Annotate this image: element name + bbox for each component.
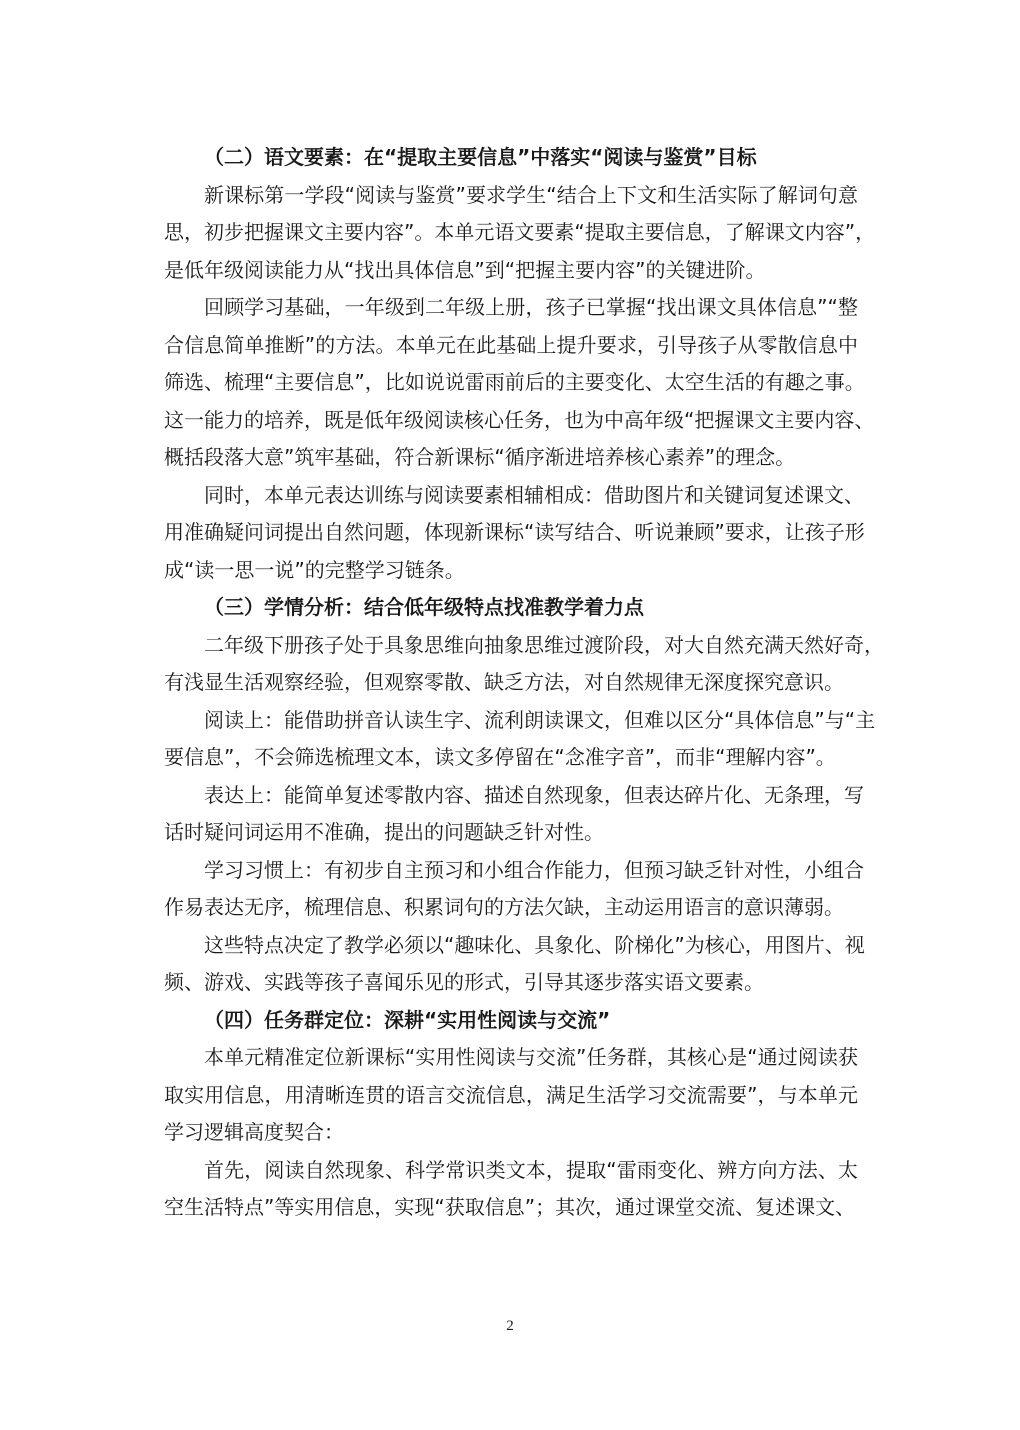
text-line: 思，初步把握课文主要内容”。本单元语文要素“提取主要信息，了解课文内容”， [164,220,876,244]
text-line: （二）语文要素：在“提取主要信息”中落实“阅读与鉴赏”目标 [204,145,757,169]
text-line: 是低年级阅读能力从“找出具体信息”到“把握主要内容”的关键进阶。 [164,257,766,282]
body-paragraph [164,927,865,1002]
text-line: 同时，本单元表达训练与阅读要素相辅相成：借助图片和关键词复述课文、 [204,482,864,507]
text-line: 学习逻辑高度契合： [164,1120,344,1144]
text-line: 有浅显生活观察经验，但观察零散、缺乏方法，对自然规律无深度探究意识。 [164,670,844,694]
section-heading [164,1002,858,1040]
body-paragraph [164,1152,858,1227]
document-body [164,139,884,1227]
text-line: 取实用信息，用清晰连贯的语言交流信息，满足生活学习交流需要”，与本单元 [164,1082,858,1107]
text-line: 学习习惯上：有初步自主预习和小组合作能力，但预习缺乏针对性，小组合 [204,857,864,882]
body-paragraph [164,852,864,927]
body-paragraph [164,627,884,702]
text-line: 用准确疑问词提出自然问题，体现新课标“读写结合、听说兼顾”要求，让孩子形 [164,520,865,544]
body-paragraph [164,702,876,777]
body-paragraph [164,777,864,852]
text-line: 空生活特点”等实用信息，实现“获取信息”；其次，通过课堂交流、复述课文、 [164,1195,856,1219]
text-line: 这一能力的培养，既是低年级阅读核心任务，也为中高年级“把握课文主要内容、 [164,407,875,432]
text-line: 二年级下册孩子处于具象思维向抽象思维过渡阶段，对大自然充满天然好奇， [204,632,884,657]
text-line: （三）学情分析：结合低年级特点找准教学着力点 [204,595,644,619]
text-line: （四）任务群定位：深耕“实用性阅读与交流” [204,1007,611,1032]
text-line: 作易表达无序，梳理信息、积累词句的方法欠缺，主动运用语言的意识薄弱。 [164,895,844,919]
body-paragraph [164,477,865,590]
text-line: 频、游戏、实践等孩子喜闻乐见的形式，引导其逐步落实语文要素。 [164,970,764,994]
text-line: 合信息简单推断”的方法。本单元在此基础上提升要求，引导孩子从零散信息中 [164,332,858,357]
body-paragraph [164,177,876,290]
section-heading [164,589,858,627]
text-line: 首先，阅读自然现象、科学常识类文本，提取“雷雨变化、辨方向方法、太 [204,1157,858,1182]
body-paragraph [164,289,875,477]
page-number: 2 [506,1318,514,1334]
text-line: 话时疑问词运用不准确，提出的问题缺乏针对性。 [164,820,604,844]
text-line: 概括段落大意”筑牢基础，符合新课标“循序渐进培养核心素养”的理念。 [164,445,796,469]
body-paragraph [164,1039,858,1152]
text-line: 成“读一思一说”的完整学习链条。 [164,557,465,582]
text-line: 筛选、梳理“主要信息”，比如说说雷雨前后的主要变化、太空生活的有趣之事。 [164,370,865,394]
text-line: 表达上：能简单复述零散内容、描述自然现象，但表达碎片化、无条理，写 [204,782,864,807]
text-line: 阅读上：能借助拼音认读生字、流利朗读课文，但难以区分“具体信息”与“主 [204,707,876,732]
section-heading [164,139,858,177]
text-line: 本单元精准定位新课标“实用性阅读与交流”任务群，其核心是“通过阅读获 [204,1045,858,1069]
text-line: 回顾学习基础，一年级到二年级上册，孩子已掌握“找出课文具体信息”“整 [204,295,858,319]
text-line: 这些特点决定了教学必须以“趣味化、具象化、阶梯化”为核心，用图片、视 [204,932,865,957]
text-line: 要信息”，不会筛选梳理文本，读文多停留在“念准字音”，而非“理解内容”。 [164,745,836,769]
text-line: 新课标第一学段“阅读与鉴赏”要求学生“结合上下文和生活实际了解词句意 [204,182,858,207]
